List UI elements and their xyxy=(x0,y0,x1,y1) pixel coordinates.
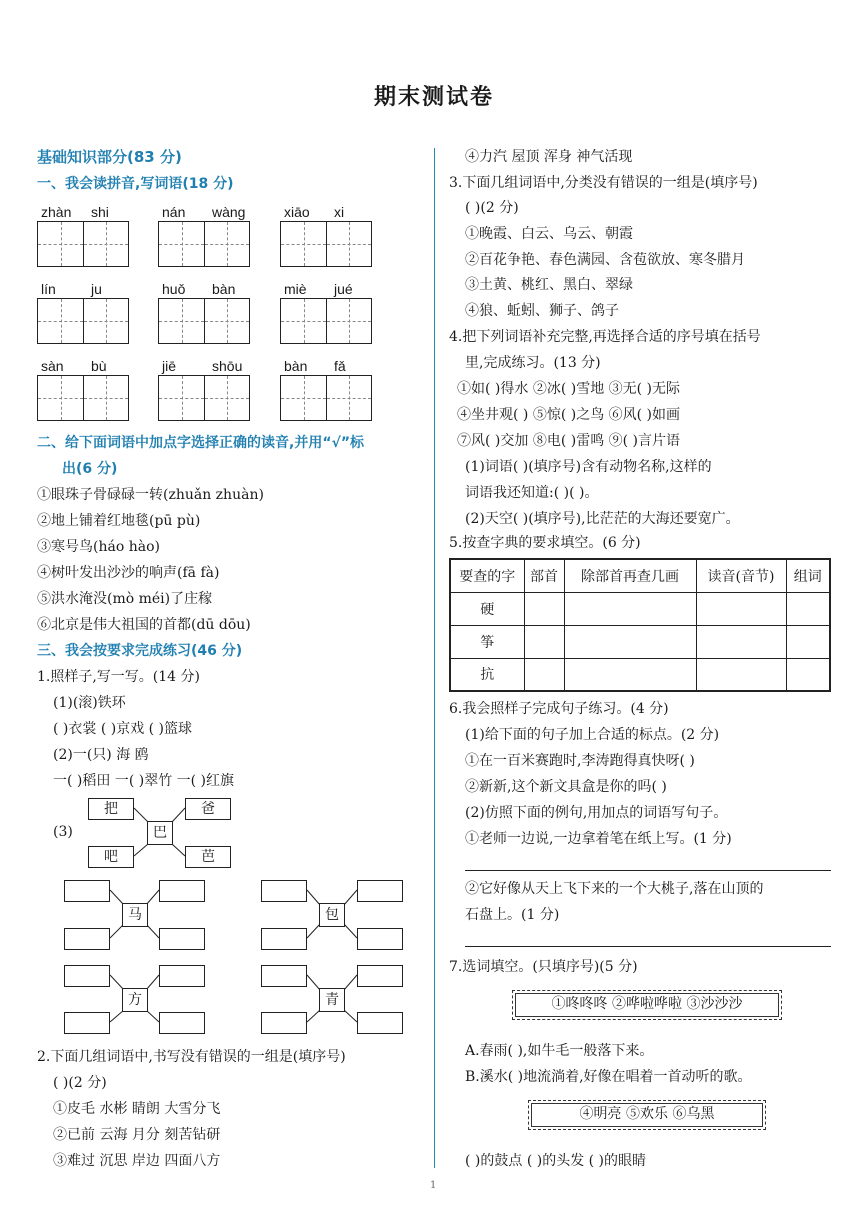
pinyin-label: jiē xyxy=(162,358,177,374)
q3-option-3: ③土黄、桃红、黑白、翠绿 xyxy=(465,277,633,293)
q3-option-2: ②百花争艳、春色满园、含苞欲放、寒冬腊月 xyxy=(465,252,745,268)
answer-cell[interactable] xyxy=(696,658,786,691)
center-char: 包 xyxy=(319,903,345,927)
q3-option-1: ①晚霞、白云、乌云、朝霞 xyxy=(465,226,633,242)
pinyin-label: bù xyxy=(91,358,107,374)
pinyin-label: miè xyxy=(284,281,307,297)
q1-example-1: (1)(滚)铁环 xyxy=(53,695,126,711)
q6-sentence-2: ②新新,这个新文具盒是你的吗( ) xyxy=(465,779,667,795)
pinyin-label: lín xyxy=(41,281,56,297)
pinyin-label: fǎ xyxy=(334,358,346,374)
section-3-title: 三、我会按要求完成练习(46 分) xyxy=(37,643,243,659)
example-center-char: 巴 xyxy=(147,821,173,845)
q4-row-1: ①如( )得水 ②冰( )雪地 ③无( )无际 xyxy=(457,381,681,397)
q2-option-2: ②已前 云海 月分 刻苦钻研 xyxy=(53,1127,221,1143)
dictionary-table xyxy=(449,558,831,692)
answer-box[interactable] xyxy=(261,880,307,902)
table-header-row xyxy=(450,559,830,592)
table-row xyxy=(450,625,830,658)
page-number: 1 xyxy=(430,1180,437,1191)
q4-row-3: ⑦风( )交加 ⑧电( )雷鸣 ⑨( )言片语 xyxy=(457,433,681,449)
answer-cell[interactable] xyxy=(786,658,830,691)
answer-cell[interactable] xyxy=(696,625,786,658)
example-word-box: 吧 xyxy=(88,846,134,868)
pinyin-label: nán xyxy=(162,204,186,220)
table-row xyxy=(450,658,830,691)
lookup-char: 硬 xyxy=(450,592,524,625)
example-word-box: 爸 xyxy=(185,798,231,820)
q7-sentence-b: B.溪水( )地流淌着,好像在唱着一首动听的歌。 xyxy=(465,1069,752,1085)
pinyin-label: wàng xyxy=(212,204,246,220)
pinyin-label: sàn xyxy=(41,358,64,374)
q1-example-2: (2)一(只) 海 鸥 xyxy=(53,747,149,763)
q2-option-4: ④力汽 屋顶 浑身 神气活现 xyxy=(465,149,633,165)
page-title: 期末测试卷 xyxy=(373,85,494,110)
q1-example-3: (3) xyxy=(53,824,73,840)
answer-cell[interactable] xyxy=(564,625,696,658)
lookup-char: 筝 xyxy=(450,625,524,658)
q6-sub-2: (2)仿照下面的例句,用加点的词语写句子。 xyxy=(465,805,728,821)
answer-box[interactable] xyxy=(159,880,205,902)
word-choice-box-1: ①咚咚咚 ②哗啦哗啦 ③沙沙沙 xyxy=(512,990,782,1020)
answer-cell[interactable] xyxy=(564,658,696,691)
pinyin-label: shōu xyxy=(212,358,243,374)
pinyin-label: zhàn xyxy=(41,204,72,220)
q6-example-2: ②它好像从天上飞下来的一个大桃子,落在山顶的 xyxy=(465,881,764,897)
table-header: 组词 xyxy=(786,559,830,592)
q1-row-1: ( )衣裳 ( )京戏 ( )篮球 xyxy=(53,721,193,737)
q1-row-2: 一( )稻田 一( )翠竹 一( )红旗 xyxy=(53,773,235,789)
table-header: 要查的字 xyxy=(450,559,524,592)
answer-cell[interactable] xyxy=(524,592,564,625)
q4-title-cont: 里,完成练习。(13 分) xyxy=(465,355,601,371)
q7-title: 7.选词填空。(只填序号)(5 分) xyxy=(449,959,638,975)
pinyin-label: bàn xyxy=(284,358,308,374)
q4-row-2: ④坐井观( ) ⑤惊( )之鸟 ⑥风( )如画 xyxy=(457,407,681,423)
answer-box[interactable] xyxy=(261,965,307,987)
s2-item-1: ①眼珠子骨碌碌一转(zhuǎn zhuàn) xyxy=(37,487,264,503)
s2-item-2: ②地上铺着红地毯(pū pù) xyxy=(37,513,201,529)
pinyin-label: bàn xyxy=(212,281,236,297)
q4-sub-2: (2)天空( )(填序号),比茫茫的大海还要宽广。 xyxy=(465,511,740,527)
q4-title: 4.把下列词语补充完整,再选择合适的序号填在括号 xyxy=(449,329,761,345)
answer-box[interactable] xyxy=(261,928,307,950)
answer-box[interactable] xyxy=(159,965,205,987)
q4-sub-1: (1)词语( )(填序号)含有动物名称,这样的 xyxy=(465,459,712,475)
answer-cell[interactable] xyxy=(786,625,830,658)
answer-box[interactable] xyxy=(357,880,403,902)
s2-item-5: ⑤洪水淹没(mò méi)了庄稼 xyxy=(37,591,213,607)
answer-box[interactable] xyxy=(357,965,403,987)
s2-item-6: ⑥北京是伟大祖国的首都(dū dōu) xyxy=(37,617,251,633)
center-char: 青 xyxy=(319,988,345,1012)
answer-cell[interactable] xyxy=(524,625,564,658)
answer-box[interactable] xyxy=(64,880,110,902)
table-header: 除部首再查几画 xyxy=(564,559,696,592)
answer-line[interactable] xyxy=(465,870,831,871)
q6-example-1: ①老师一边说,一边拿着笔在纸上写。(1 分) xyxy=(465,831,732,847)
example-word-box: 把 xyxy=(88,798,134,820)
answer-box[interactable] xyxy=(357,1012,403,1034)
pinyin-label: jué xyxy=(334,281,353,297)
answer-box[interactable] xyxy=(357,928,403,950)
q6-sub-1: (1)给下面的句子加上合适的标点。(2 分) xyxy=(465,727,720,743)
section-1-title: 一、我会读拼音,写词语(18 分) xyxy=(37,176,234,192)
section-2-title-cont: 出(6 分) xyxy=(62,461,118,477)
q2-score: ( )(2 分) xyxy=(53,1075,107,1091)
s2-item-3: ③寒号鸟(háo hào) xyxy=(37,539,160,555)
lookup-char: 抗 xyxy=(450,658,524,691)
q2-option-3: ③难过 沉思 岸边 四面八方 xyxy=(53,1153,221,1169)
q2-title: 2.下面几组词语中,书写没有错误的一组是(填序号) xyxy=(37,1049,346,1065)
table-header: 部首 xyxy=(524,559,564,592)
section-2-title: 二、给下面词语中加点字选择正确的读音,并用“√”标 xyxy=(37,435,365,451)
pinyin-label: xiāo xyxy=(284,204,310,220)
q6-example-2-cont: 石盘上。(1 分) xyxy=(465,907,560,923)
pinyin-label: shi xyxy=(91,204,109,220)
answer-cell[interactable] xyxy=(564,592,696,625)
q5-title: 5.按查字典的要求填空。(6 分) xyxy=(449,535,641,551)
q3-score: ( )(2 分) xyxy=(465,200,519,216)
q7-sentence-a: A.春雨( ),如牛毛一般落下来。 xyxy=(465,1043,654,1059)
answer-box[interactable] xyxy=(64,965,110,987)
answer-box[interactable] xyxy=(64,1012,110,1034)
pinyin-label: ju xyxy=(91,281,102,297)
basic-knowledge-header: 基础知识部分(83 分) xyxy=(37,148,182,166)
q6-sentence-1: ①在一百米赛跑时,李涛跑得真快呀( ) xyxy=(465,753,695,769)
q7-last-row: ( )的鼓点 ( )的头发 ( )的眼睛 xyxy=(465,1153,647,1169)
q3-option-4: ④狼、蚯蚓、狮子、鸽子 xyxy=(465,303,619,319)
answer-box[interactable] xyxy=(159,1012,205,1034)
answer-line[interactable] xyxy=(465,946,831,947)
q6-title: 6.我会照样子完成句子练习。(4 分) xyxy=(449,701,669,717)
pinyin-label: huǒ xyxy=(162,281,186,297)
table-header: 读音(音节) xyxy=(696,559,786,592)
table-row xyxy=(450,592,830,625)
center-char: 方 xyxy=(122,988,148,1012)
q3-title: 3.下面几组词语中,分类没有错误的一组是(填序号) xyxy=(449,175,758,191)
center-char: 马 xyxy=(122,903,148,927)
s2-item-4: ④树叶发出沙沙的响声(fā fà) xyxy=(37,565,220,581)
answer-box[interactable] xyxy=(64,928,110,950)
word-choice-box-2: ④明亮 ⑤欢乐 ⑥乌黑 xyxy=(528,1100,766,1130)
q2-option-1: ①皮毛 水彬 睛朗 大雪分飞 xyxy=(53,1101,221,1117)
pinyin-label: xi xyxy=(334,204,345,220)
example-word-box: 芭 xyxy=(185,846,231,868)
answer-box[interactable] xyxy=(159,928,205,950)
answer-cell[interactable] xyxy=(786,592,830,625)
answer-cell[interactable] xyxy=(696,592,786,625)
answer-box[interactable] xyxy=(261,1012,307,1034)
answer-cell[interactable] xyxy=(524,658,564,691)
q4-sub-1-cont: 词语我还知道:( )( )。 xyxy=(465,485,599,501)
q1-title: 1.照样子,写一写。(14 分) xyxy=(37,669,200,685)
